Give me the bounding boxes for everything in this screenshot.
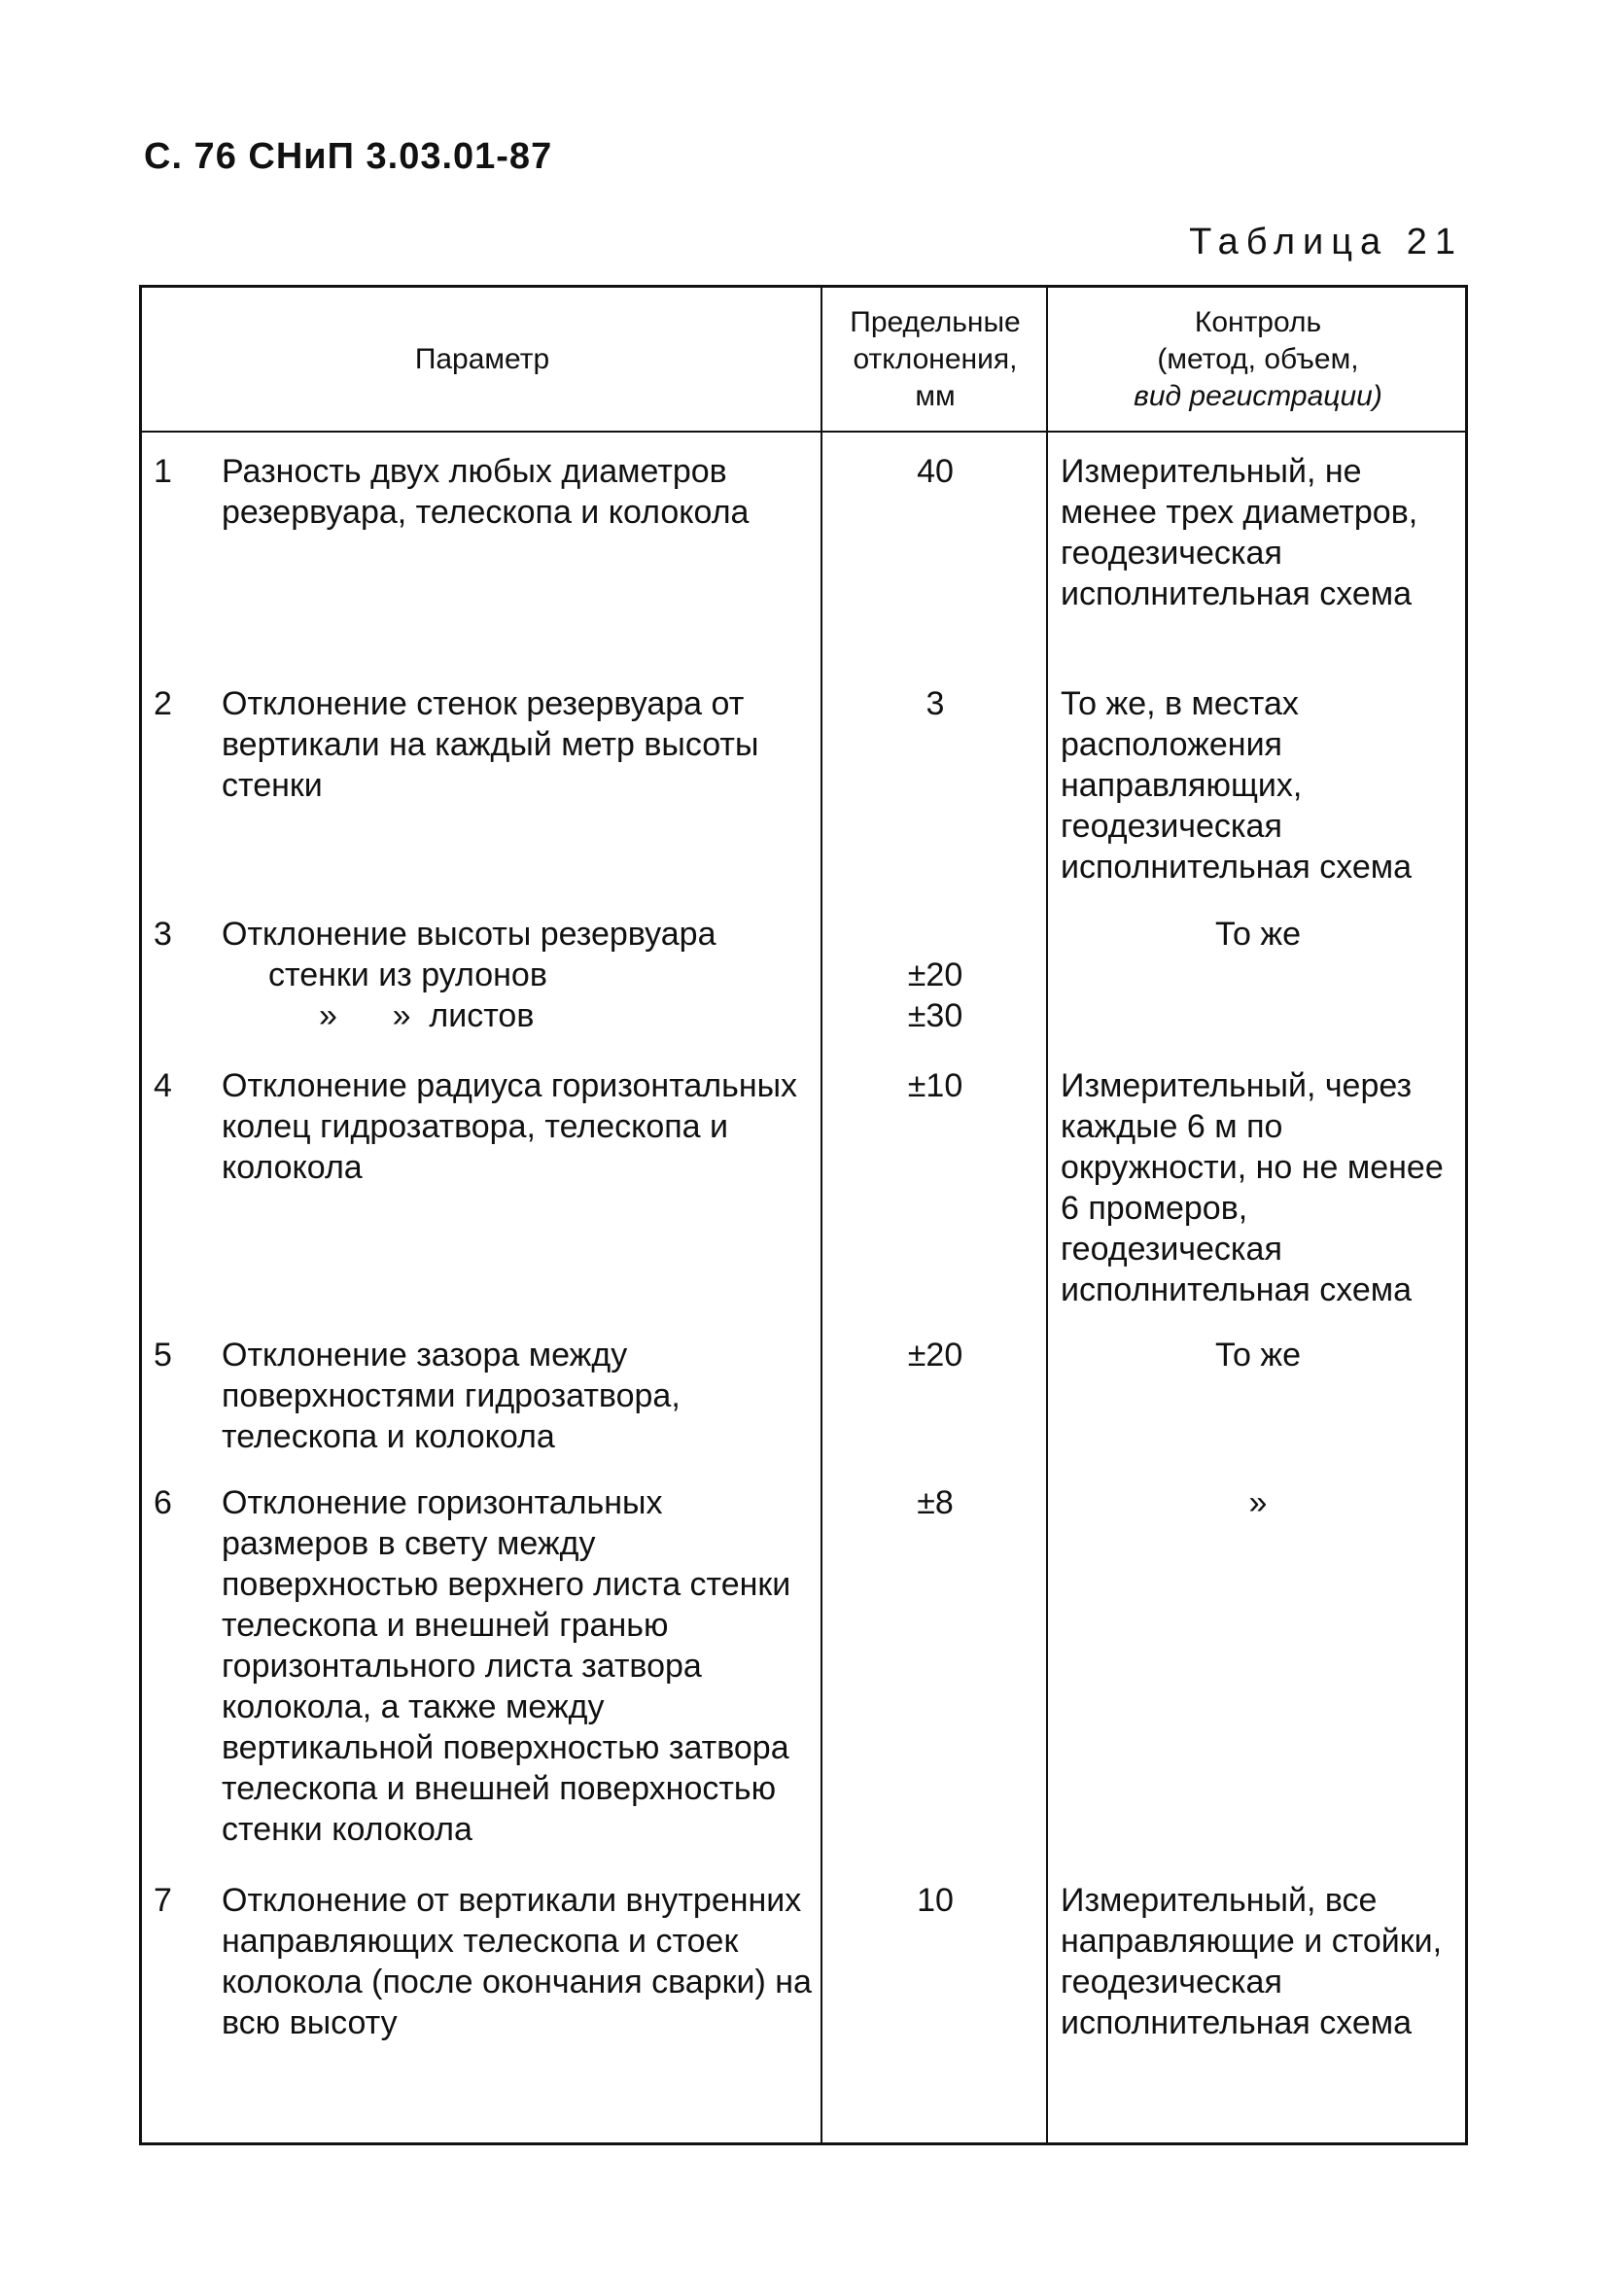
row-parameter-sub: стенки из рулонов (268, 957, 547, 993)
deviation-header-line: мм (915, 379, 956, 412)
row-parameter: Отклонение от вертикали внутренних направляющих телескопа и стоек колокола (после окончания сварки) на всю высоту (222, 1882, 812, 2041)
row-number: 1 (154, 453, 172, 490)
row-number: 5 (154, 1337, 172, 1374)
deviation-header-line: Предельные (850, 305, 1021, 338)
row-deviation: ±20 (907, 1337, 963, 1374)
row-parameter: Отклонение стенок резервуара от вертикали на каждый метр высоты стенки (222, 685, 759, 804)
row-control: То же, в местах расположения направляющих, геодезическая исполнительная схема (1061, 685, 1413, 886)
row-deviation: 40 (917, 453, 954, 490)
row-parameter: Разность двух любых диаметров резервуара, телескопа и колокола (222, 453, 750, 531)
row-parameter (222, 914, 815, 1036)
row-deviation: 3 (926, 685, 945, 722)
row-deviation-sub: ±20 (907, 957, 963, 993)
row-parameter: Отклонение горизонтальных размеров в свету между поверхностью верхнего листа стенки телескопа и внешней гранью горизонтального листа затвора колокола, а также между вертикальной поверхностью затвора телескопа и внешней поверхностью стенки колокола (222, 1484, 791, 1848)
column-header-parameter: Параметр (414, 342, 550, 375)
row-number: 3 (154, 916, 172, 953)
row-parameter-sub: » » листов (319, 997, 535, 1034)
row-deviation (822, 955, 1048, 1036)
row-number: 6 (154, 1484, 172, 1521)
row-number: 2 (154, 685, 172, 722)
row-control: То же (1214, 1337, 1302, 1374)
row-control: Измерительный, через каждые 6 м по окружности, но не менее 6 промеров, геодезическая исполнительная схема (1061, 1067, 1444, 1308)
column-header-control (1048, 288, 1468, 431)
row-deviation: ±10 (907, 1067, 963, 1104)
column-divider (1046, 288, 1048, 2142)
header-divider (142, 431, 1465, 433)
row-deviation: ±8 (917, 1484, 954, 1521)
row-parameter-main: Отклонение высоты резервуара (222, 916, 716, 953)
deviation-header-line: отклонения, (853, 342, 1018, 375)
row-number: 4 (154, 1067, 172, 1104)
row-control: » (1248, 1484, 1268, 1521)
column-header-deviation (822, 288, 1048, 431)
table-title: Таблица 21 (1189, 222, 1463, 262)
row-control: Измерительный, не менее трех диаметров, геодезическая исполнительная схема (1061, 453, 1418, 612)
control-header-line: Контроль (1194, 305, 1322, 338)
row-number: 7 (154, 1882, 172, 1919)
control-header-line: (метод, объем, (1157, 342, 1359, 375)
row-control: Измерительный, все направляющие и стойки, геодезическая исполнительная схема (1061, 1882, 1443, 2041)
column-divider (821, 288, 822, 2142)
row-deviation-sub: ±30 (907, 997, 963, 1034)
tolerance-table (139, 285, 1468, 2145)
page-header: С. 76 СНиП 3.03.01-87 (144, 136, 553, 177)
row-parameter: Отклонение радиуса горизонтальных колец гидрозатвора, телескопа и колокола (222, 1067, 798, 1186)
control-header-line: вид регистрации) (1134, 379, 1382, 412)
row-parameter: Отклонение зазора между поверхностями гидрозатвора, телескопа и колокола (222, 1337, 681, 1455)
row-deviation: 10 (917, 1882, 954, 1919)
row-control: То же (1214, 916, 1302, 953)
